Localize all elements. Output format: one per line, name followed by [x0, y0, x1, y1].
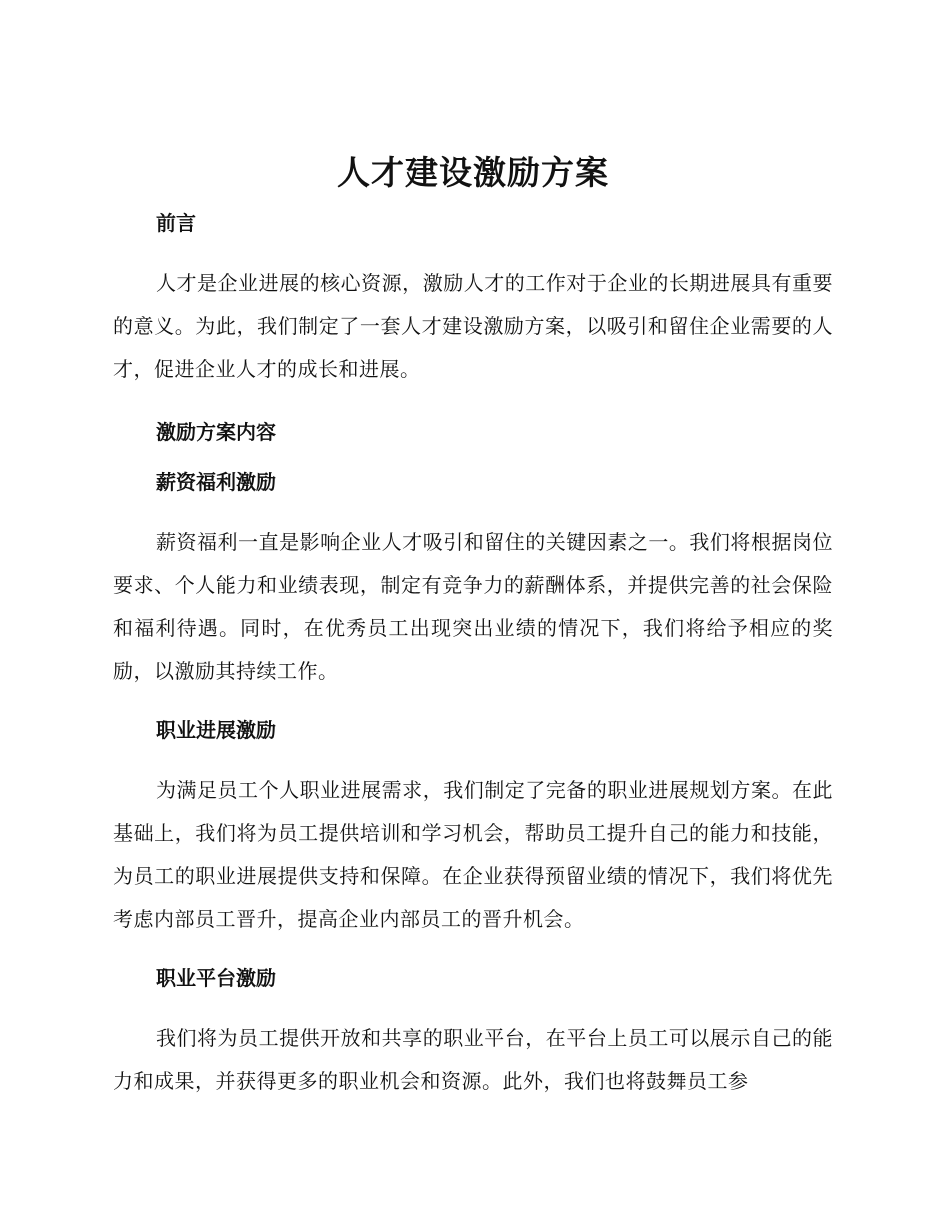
document-content — [113, 148, 833, 1129]
platform-incentive-heading: 职业平台激励 — [156, 966, 276, 990]
plan-content-heading: 激励方案内容 — [156, 420, 276, 444]
preface-paragraph: 人才是企业进展的核心资源，激励人才的工作对于企业的长期进展具有重要的意义。为此，我们制定了一套人才建设激励方案，以吸引和留住企业需要的人才，促进企业人才的成长和进展。 — [113, 271, 833, 381]
salary-incentive-paragraph: 薪资福利一直是影响企业人才吸引和留住的关键因素之一。我们将根据岗位要求、个人能力和业绩表现，制定有竞争力的薪酬体系，并提供完善的社会保险和福利待遇。同时，在优秀员工出现突出业绩的情况下，我们将给予相应的奖励，以激励其持续工作。 — [113, 530, 833, 683]
career-incentive-heading: 职业进展激励 — [156, 718, 276, 742]
document-title: 人才建设激励方案 — [337, 153, 609, 192]
platform-incentive-paragraph: 我们将为员工提供开放和共享的职业平台，在平台上员工可以展示自己的能力和成果，并获得更多的职业机会和资源。此外，我们也将鼓舞员工参 — [113, 1026, 833, 1093]
preface-heading: 前言 — [156, 211, 196, 235]
career-incentive-paragraph: 为满足员工个人职业进展需求，我们制定了完备的职业进展规划方案。在此基础上，我们将为员工提供培训和学习机会，帮助员工提升自己的能力和技能，为员工的职业进展提供支持和保障。在企业获得预留业绩的情况下，我们将优先考虑内部员工晋升，提高企业内部员工的晋升机会。 — [113, 778, 833, 931]
salary-incentive-heading: 薪资福利激励 — [156, 470, 276, 494]
